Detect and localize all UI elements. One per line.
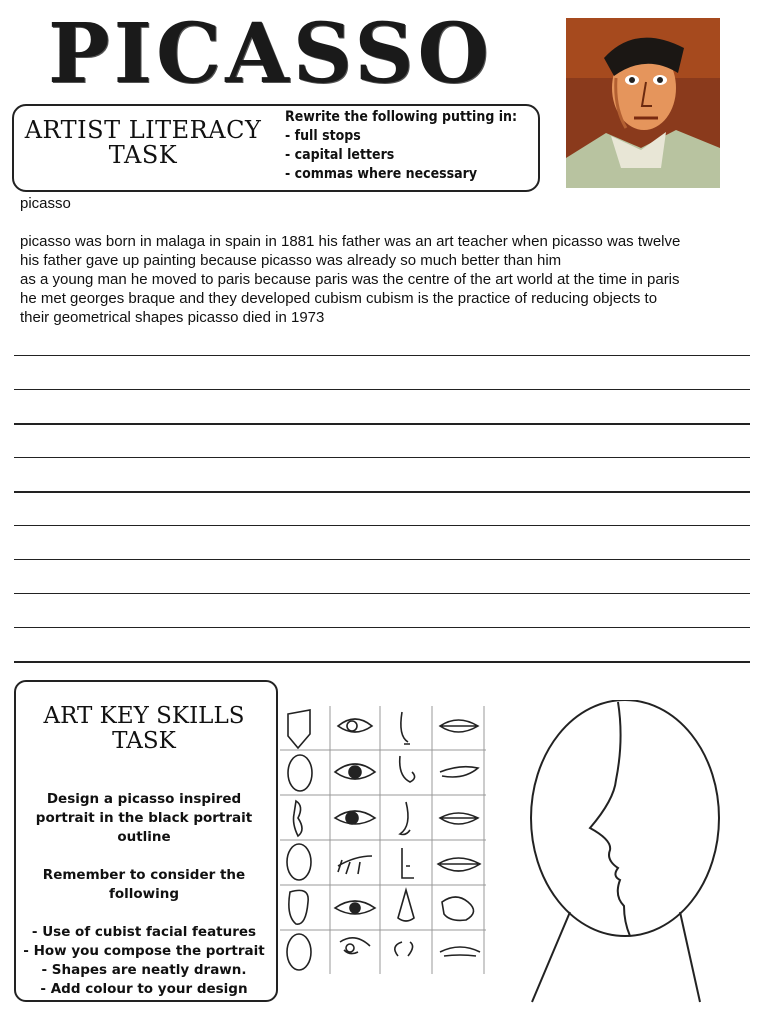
writing-line[interactable]	[14, 389, 750, 390]
passage-line: his father gave up painting because picasso was already so much better than him	[20, 252, 562, 269]
instruction-item: - capital letters	[285, 147, 395, 163]
literacy-instructions	[283, 108, 517, 184]
skills-point: - Shapes are neatly drawn.	[41, 962, 247, 978]
skills-point: - Add colour to your design	[40, 981, 248, 997]
passage-line: picasso was born in malaga in spain in 1881 his father was an art teacher when picasso was twelve	[20, 233, 681, 250]
skills-task-title: ART KEY SKILLS TASK	[43, 703, 245, 754]
skills-design-instruction: Design a picasso inspired portrait in the black portrait outline	[35, 791, 253, 845]
instruction-item: - commas where necessary	[285, 166, 478, 182]
writing-line[interactable]	[14, 627, 750, 628]
cubist-features-grid-icon	[280, 706, 486, 974]
writing-lines[interactable]	[14, 355, 750, 695]
writing-line[interactable]	[14, 661, 750, 663]
skills-point: - How you compose the portrait	[23, 943, 265, 959]
writing-line[interactable]	[14, 491, 750, 493]
passage-heading: picasso	[20, 195, 71, 212]
writing-line[interactable]	[14, 593, 750, 594]
writing-line[interactable]	[14, 559, 750, 560]
skills-point: - Use of cubist facial features	[31, 924, 257, 940]
skills-remember: Remember to consider the following	[42, 867, 246, 902]
writing-line[interactable]	[14, 423, 750, 425]
skills-task-text	[16, 790, 272, 999]
literacy-task-title: ARTIST LITERACY TASK	[24, 116, 262, 169]
instruction-heading: Rewrite the following putting in:	[285, 109, 518, 125]
passage-line: as a young man he moved to paris because paris was the centre of the art world at the time in paris	[20, 271, 680, 288]
instruction-item: - full stops	[285, 128, 361, 144]
page-title: PICASSO	[48, 6, 493, 102]
picasso-portrait-image	[566, 18, 720, 188]
portrait-outline-icon[interactable]	[520, 700, 730, 1010]
passage	[20, 194, 750, 327]
writing-line[interactable]	[14, 525, 750, 526]
writing-line[interactable]	[14, 457, 750, 458]
passage-line: he met georges braque and they developed cubism cubism is the practice of reducing objects to	[20, 290, 658, 307]
writing-line[interactable]	[14, 355, 750, 356]
passage-line: their geometrical shapes picasso died in 1973	[20, 309, 325, 326]
